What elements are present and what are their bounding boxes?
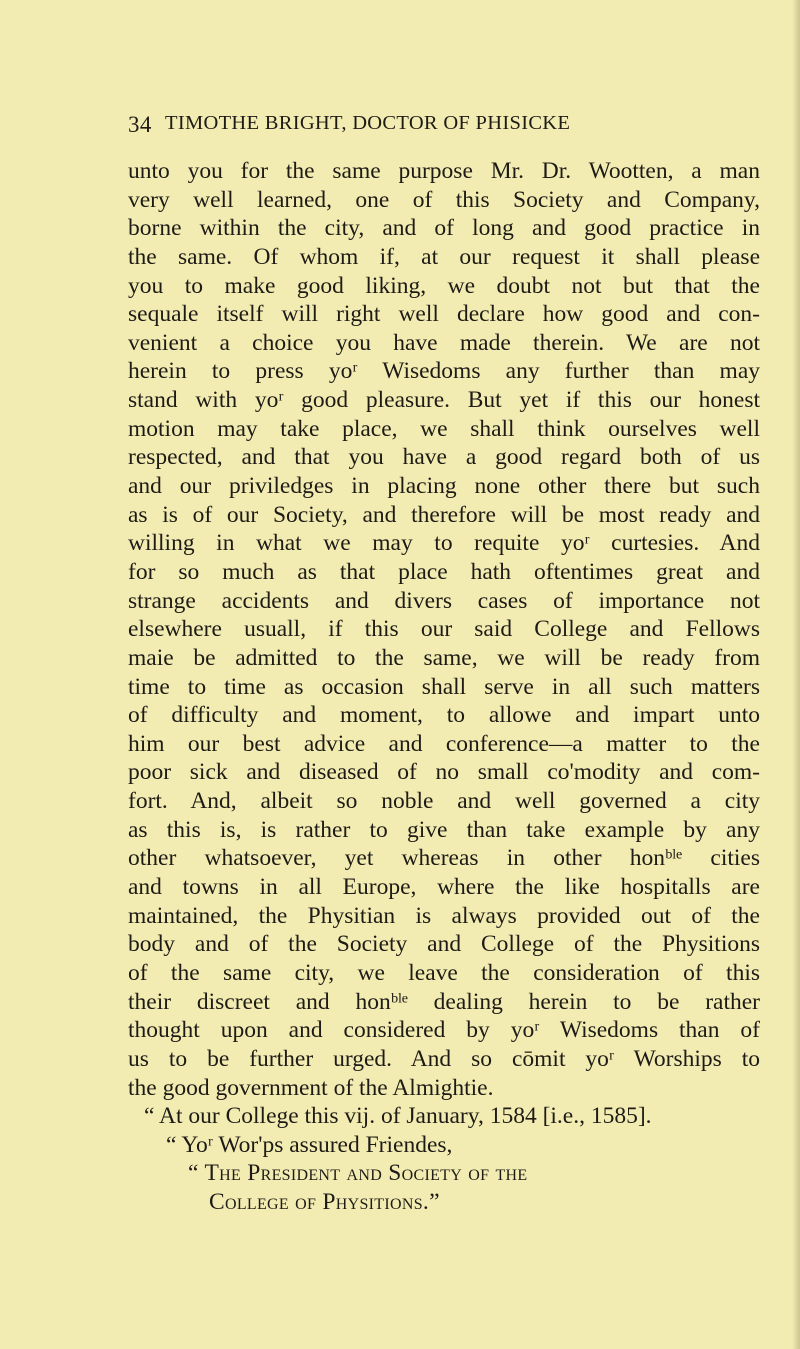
text-line: strange accidents and divers cases of importance not [128, 587, 760, 614]
text-line: fort. And, albeit so noble and well governed a city [128, 788, 760, 815]
text-line: you to make good liking, we doubt not but that the [128, 272, 760, 299]
text-line: stand with yoʳ good pleasure. But yet if this our honest [128, 387, 760, 414]
text-line: respected, and that you have a good regard both of us [128, 444, 760, 471]
running-head [128, 112, 768, 142]
body-text [128, 157, 760, 1217]
text-line: willing in what we may to requite yoʳ curtesies. And [128, 530, 760, 557]
signature-line: “ The President and Society of the [188, 1160, 528, 1187]
text-line: unto you for the same purpose Mr. Dr. Wootten, a man [128, 158, 760, 184]
signature-line: College of Physitions.” [209, 1189, 440, 1216]
text-line: venient a choice you have made therein. We are not [128, 329, 760, 356]
text-line: for so much as that place hath oftentimes great and [128, 558, 760, 585]
text-line: of the same city, we leave the consideration of this [128, 959, 760, 986]
running-title: TIMOTHE BRIGHT, DOCTOR OF PHISICKE [165, 112, 571, 134]
text-line: body and of the Society and College of the Physitions [128, 931, 760, 958]
text-line: herein to press yoʳ Wisedoms any further than may [128, 358, 760, 385]
text-line: maie be admitted to the same, we will be ready from [128, 644, 760, 671]
text-line: of difficulty and moment, to allowe and impart unto [128, 702, 760, 729]
text-line: other whatsoever, yet whereas in other honᵇˡᵉ cities [128, 845, 760, 872]
text-line: as this is, is rather to give than take example by any [128, 816, 760, 843]
text-line: the good government of the Almightie. [128, 1074, 494, 1101]
text-line: him our best advice and conference—a matter to the [128, 730, 760, 757]
text-line: maintained, the Physitian is always provided out of the [128, 902, 760, 929]
text-line: motion may take place, we shall think ourselves well [128, 415, 760, 442]
text-line: elsewhere usuall, if this our said College and Fellows [128, 616, 760, 643]
closing-line: “ Yoʳ Wor'ps assured Friendes, [166, 1131, 453, 1158]
page-number: 34 [128, 112, 152, 137]
text-line: poor sick and diseased of no small co'modity and com- [128, 759, 760, 786]
text-line: their discreet and honᵇˡᵉ dealing herein to be rather [128, 988, 760, 1015]
text-line: as is of our Society, and therefore will be most ready and [128, 501, 760, 528]
date-line: “ At our College this vij. of January, 1584 [i.e., 1585]. [144, 1103, 652, 1130]
text-line: and our priviledges in placing none other there but such [128, 473, 760, 500]
text-line: borne within the city, and of long and good practice in [128, 215, 760, 242]
text-line: us to be further urged. And so cōmit yoʳ Worships to [128, 1045, 760, 1072]
text-line: thought upon and considered by yoʳ Wisedoms than of [128, 1017, 760, 1044]
text-line: the same. Of whom if, at our request it shall please [128, 243, 760, 270]
page-edge-shadow [792, 0, 800, 1349]
text-line: very well learned, one of this Society and Company, [128, 186, 760, 213]
text-line: sequale itself will right well declare how good and con- [128, 301, 760, 328]
text-line: and towns in all Europe, where the like hospitalls are [128, 874, 760, 901]
text-line: time to time as occasion shall serve in all such matters [128, 673, 760, 700]
